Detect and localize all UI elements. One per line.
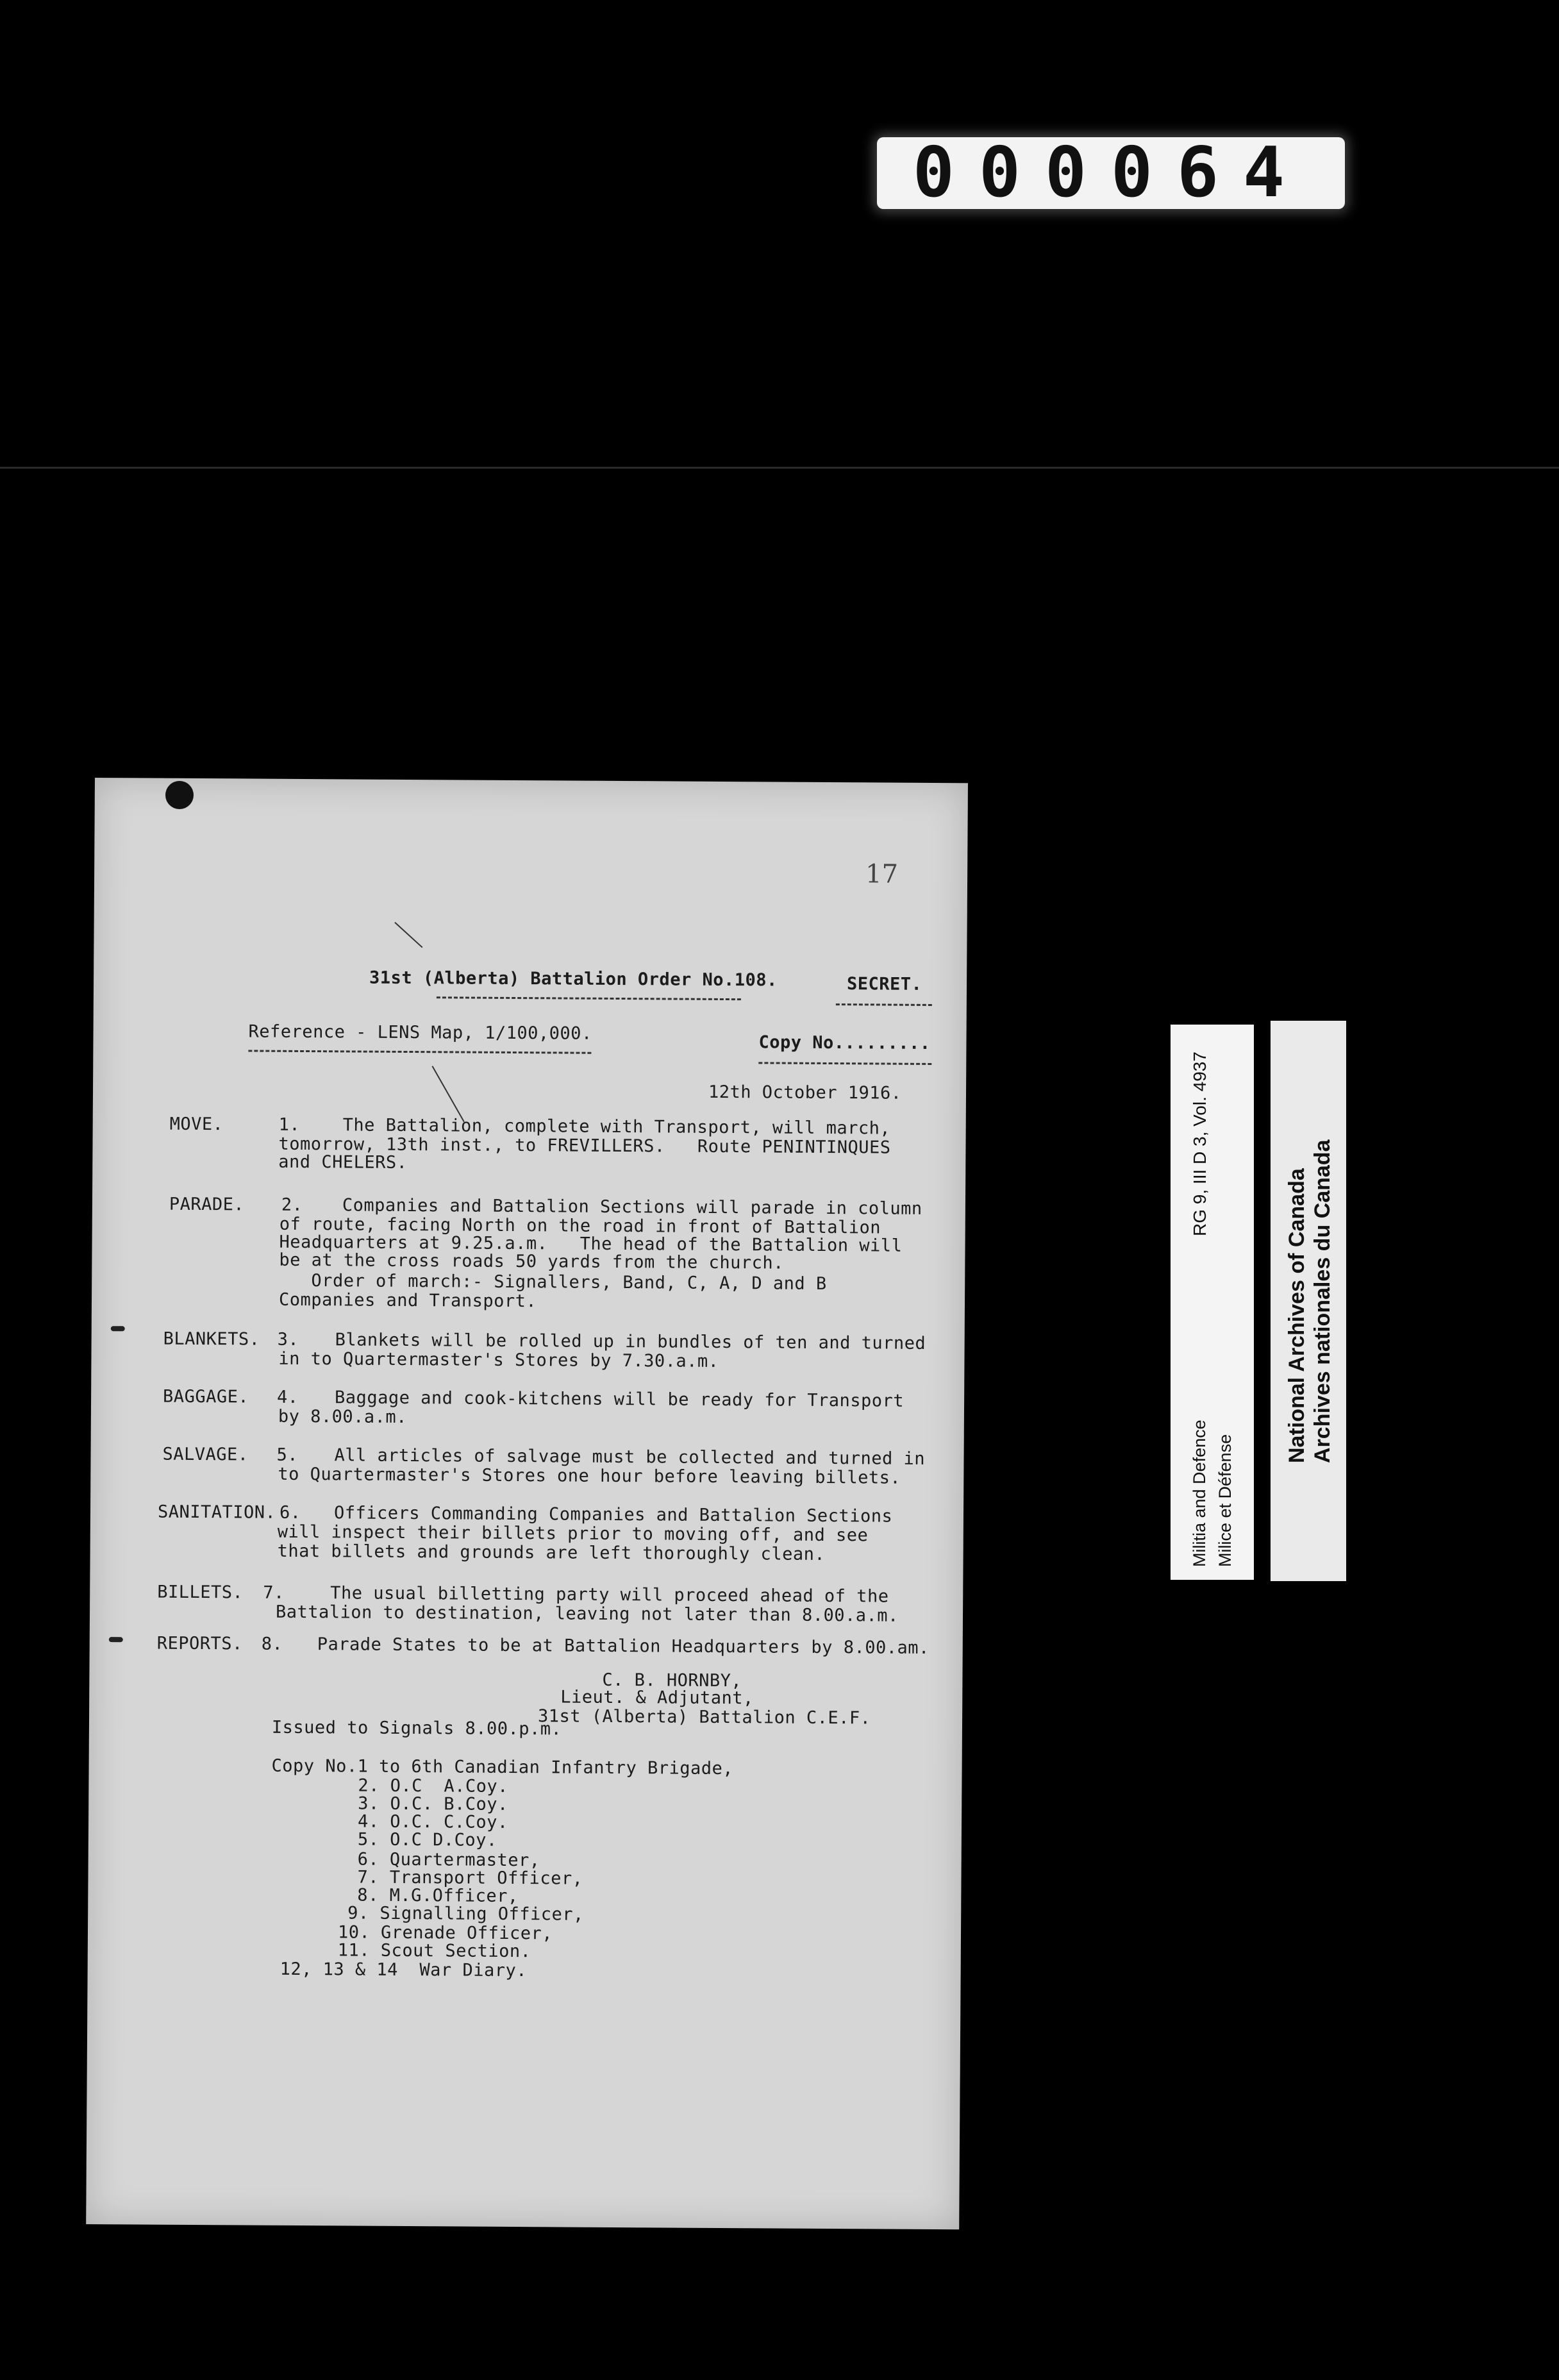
secret-underline [836,1003,932,1006]
title-underline [437,996,741,1000]
section-text: Order of march:- Signallers, Band, C, A, D and B [279,1270,827,1294]
section-text: Battalion to destination, leaving not later than 8.00.a.m. [275,1602,899,1626]
section-number: 5. [276,1445,299,1465]
section-text: Parade States to be at Battalion Headquarters by 8.00.am. [317,1634,930,1658]
map-reference: Reference - LENS Map, 1/100,000. [248,1021,592,1044]
distribution-item: 11. Scout Section. [337,1940,531,1962]
section-text: in to Quartermaster's Stores by 7.30.a.m. [278,1348,719,1371]
section-text: of route, facing North on the road in front of Battalion [279,1214,881,1238]
section-label: BAGGAGE. [163,1386,249,1407]
section-label: SANITATION. [157,1502,276,1523]
section-number: 1. [278,1114,301,1135]
section-text: Companies and Transport. [278,1289,537,1312]
section-text: All articles of salvage must be collected and turned in [334,1445,926,1469]
section-text: Headquarters at 9.25.a.m. The head of the Battalion will [279,1232,903,1256]
signature-rank: Lieut. & Adjutant, [560,1687,754,1709]
archive-dept-fr: Milice et Défense [1215,1434,1235,1567]
section-number: 3. [277,1329,299,1350]
archive-label-institution [1271,1021,1346,1581]
distribution-item: 5. O.C D.Coy. [357,1829,497,1850]
section-label: PARADE. [169,1194,245,1215]
distribution-item: 2. O.C A.Coy. [358,1775,509,1797]
section-label: BILLETS. [157,1582,244,1603]
section-number: 6. [279,1502,301,1523]
section-text: Companies and Battalion Sections will parade in column [342,1195,922,1219]
signature-name: C. B. HORNBY, [602,1670,742,1691]
archive-dept-en: Militia and Defence [1190,1420,1209,1567]
pen-stroke [432,1066,465,1122]
distribution-item: 10. Grenade Officer, [337,1922,553,1944]
section-text: Blankets will be rolled up in bundles of ten and turned [335,1330,926,1353]
distribution-item: 8. M.G.Officer, [357,1885,519,1907]
copy-underline [758,1062,931,1065]
section-number: 8. [261,1634,283,1654]
distribution-item: 4. O.C. C.Coy. [357,1811,508,1832]
section-number: 4. [277,1387,299,1407]
section-text: Baggage and cook-kitchens will be ready for Transport [335,1387,905,1411]
section-text: that billets and grounds are left thoroughly clean. [277,1541,826,1564]
reference-underline [248,1050,591,1053]
issued-note: Issued to Signals 8.00.p.m. [271,1717,562,1739]
section-text: by 8.00.a.m. [278,1406,408,1427]
section-number: 7. [263,1582,285,1603]
section-text: will inspect their billets prior to moving off, and see [277,1521,869,1546]
order-title: 31st (Alberta) Battalion Order No.108. [369,968,778,991]
archive-name-fr: Archives nationales du Canada [1310,1139,1335,1463]
margin-mark [111,1326,125,1331]
section-label: REPORTS. [156,1633,243,1654]
section-label: BLANKETS. [163,1328,260,1350]
distribution-item: 3. O.C. B.Coy. [358,1793,508,1814]
margin-mark [109,1637,123,1642]
section-label: SALVAGE. [162,1444,249,1465]
page-number: 17 [865,859,899,889]
section-text: Officers Commanding Companies and Battalion Sections [333,1503,893,1527]
section-text: be at the cross roads 50 yards from the church. [279,1250,785,1273]
section-text: tomorrow, 13th inst., to FREVILLERS. Route PENINTINQUES [278,1134,891,1158]
archive-name-en: National Archives of Canada [1285,1168,1309,1463]
document-page [86,778,968,2229]
distribution-item: Copy No.1 to 6th Canadian Infantry Brigade, [271,1756,734,1779]
distribution-item: 12, 13 & 14 War Diary. [279,1959,528,1981]
section-text: The usual billetting party will proceed ahead of the [330,1583,889,1607]
section-label: MOVE. [169,1114,224,1135]
distribution-item: 6. Quartermaster, [357,1849,540,1871]
archive-reference: RG 9, III D 3, Vol. 4937 [1190,1052,1210,1236]
order-date: 12th October 1916. [708,1082,902,1103]
pen-stroke [394,922,422,948]
section-text: to Quartermaster's Stores one hour before leaving billets. [278,1464,901,1488]
distribution-item: 9. Signalling Officer, [347,1903,584,1925]
section-text: The Battalion, complete with Transport, will march, [342,1115,891,1139]
frame-number: 000064 [912,133,1310,213]
signature-unit: 31st (Alberta) Battalion C.E.F. [537,1706,871,1729]
distribution-item: 7. Transport Officer, [357,1867,583,1889]
section-text: and CHELERS. [278,1152,408,1173]
section-number: 2. [281,1194,303,1215]
punch-hole [165,781,194,809]
copy-number: Copy No......... [758,1032,931,1053]
archive-label-reference [1171,1025,1254,1580]
film-frame-divider [0,467,1559,469]
frame-counter [877,133,1345,213]
secret-mark: SECRET. [846,974,922,994]
